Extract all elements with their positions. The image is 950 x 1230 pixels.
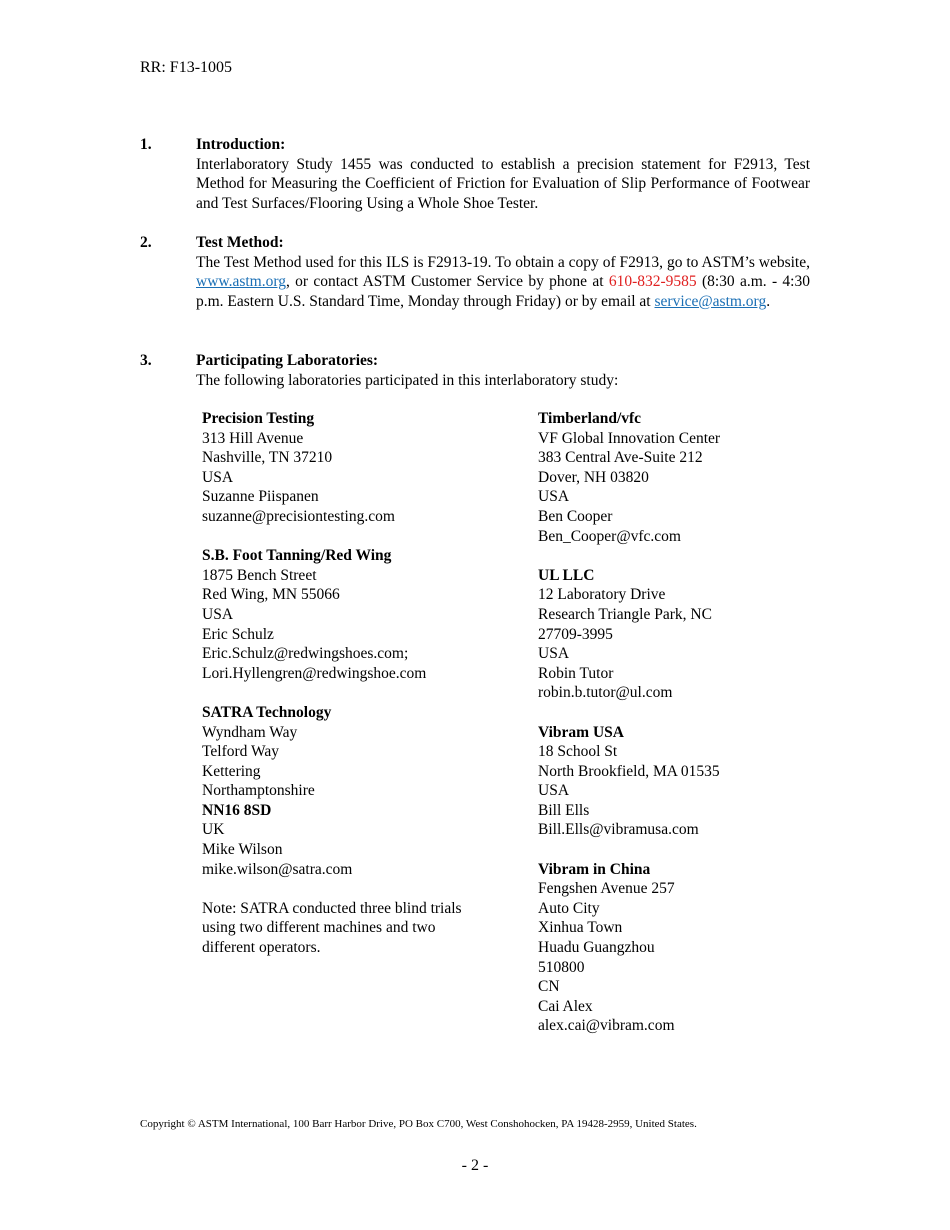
lab-contact-email: Ben_Cooper@vfc.com xyxy=(538,527,681,545)
lab-address-line: 1875 Bench Street xyxy=(202,566,317,584)
lab-contact-name: Bill Ells xyxy=(538,801,590,819)
lab-address-line: 313 Hill Avenue xyxy=(202,429,304,447)
section-title: Introduction: xyxy=(196,136,286,153)
text-part: (8:30 a.m. - 4:30 p.m. Eastern U.S. Standard Time, Monday through Friday) or by email at xyxy=(196,273,810,310)
lab-entry xyxy=(538,723,838,841)
lab-contact-name: Robin Tutor xyxy=(538,664,614,682)
copyright-footer: Copyright © ASTM International, 100 Barr Harbor Drive, PO Box C700, West Conshohocken, PA 19428-2959, United States. xyxy=(140,1118,697,1130)
lab-address-line: Xinhua Town xyxy=(538,919,623,937)
lab-address-line: 12 Laboratory Drive xyxy=(538,586,666,604)
lab-contact-email: alex.cai@vibram.com xyxy=(538,1017,675,1035)
lab-contact-email: Bill.Ells@vibramusa.com xyxy=(538,821,699,839)
astm-website-link[interactable]: www.astm.org xyxy=(196,273,286,291)
lab-entry xyxy=(202,703,522,879)
lab-address-line: VF Global Innovation Center xyxy=(538,429,721,447)
lab-country: USA xyxy=(538,782,570,800)
lab-entry xyxy=(538,409,838,546)
lab-entry xyxy=(202,546,522,683)
lab-address-line: Fengshen Avenue 257 xyxy=(538,880,675,898)
text-part: . xyxy=(766,292,771,310)
lab-address-line: Telford Way xyxy=(202,743,280,761)
lab-postcode: 510800 xyxy=(538,958,585,976)
lab-name: Timberland/vfc xyxy=(538,410,642,427)
lab-address-line: Kettering xyxy=(202,762,261,780)
lab-contact-name: Ben Cooper xyxy=(538,507,613,525)
section-introduction xyxy=(140,135,810,213)
lab-address-line: Northamptonshire xyxy=(202,782,315,800)
lab-address-line: Auto City xyxy=(538,899,600,917)
section-participating-laboratories xyxy=(140,351,810,390)
lab-address-line: North Brookfield, MA 01535 xyxy=(538,762,720,780)
lab-name: SATRA Technology xyxy=(202,703,332,721)
lab-contact-name: Suzanne Piispanen xyxy=(202,488,319,506)
lab-entry xyxy=(538,566,838,703)
section-number: 1. xyxy=(140,136,152,153)
lab-name: Vibram in China xyxy=(538,860,651,878)
lab-name: Precision Testing xyxy=(202,410,315,427)
lab-address-line: 383 Central Ave-Suite 212 xyxy=(538,449,703,467)
lab-contact-email: robin.b.tutor@ul.com xyxy=(538,684,673,702)
lab-address-line: 27709-3995 xyxy=(538,625,613,643)
lab-country: USA xyxy=(202,468,234,486)
section-test-method xyxy=(140,233,810,311)
page-number: - 2 - xyxy=(461,1157,489,1174)
section-title: Participating Laboratories: xyxy=(196,352,379,369)
section-text: The following laboratories participated in this interlaboratory study: xyxy=(196,371,619,389)
lab-country: CN xyxy=(538,978,560,996)
lab-address-line: Dover, NH 03820 xyxy=(538,468,649,486)
lab-country: USA xyxy=(538,645,570,663)
lab-address-line: 18 School St xyxy=(538,743,618,761)
text-part: , or contact ASTM Customer Service by phone at xyxy=(285,273,609,291)
lab-contact-name: Eric Schulz xyxy=(202,625,274,643)
lab-postcode: NN16 8SD xyxy=(202,801,272,819)
section-number: 2. xyxy=(140,234,152,251)
lab-address-line: Wyndham Way xyxy=(202,723,298,741)
lab-address-line: Red Wing, MN 55066 xyxy=(202,586,340,604)
lab-entry xyxy=(538,860,838,1036)
section-title: Test Method: xyxy=(196,234,284,251)
phone-number: 610-832-9585 xyxy=(608,273,697,291)
text-part: The Test Method used for this ILS is F2913-19. To obtain a copy of F2913, go to ASTM’s website, xyxy=(196,253,810,271)
lab-name: S.B. Foot Tanning/Red Wing xyxy=(202,547,392,565)
lab-country: USA xyxy=(202,605,234,623)
lab-contact-email: mike.wilson@satra.com xyxy=(202,860,353,878)
lab-name: Vibram USA xyxy=(538,723,624,741)
lab-contact-name: Mike Wilson xyxy=(202,841,283,859)
lab-country: USA xyxy=(538,488,570,506)
section-text: Interlaboratory Study 1455 was conducted to establish a precision statement for F2913, Test Method for Measuring the Coefficient of Friction for Evaluation of Slip Performance of Footwear and Test Surfaces/Flooring Using a Whole Shoe Tester. xyxy=(196,155,810,212)
service-email-link[interactable]: service@astm.org xyxy=(654,292,767,310)
lab-contact-email: Lori.Hyllengren@redwingshoe.com xyxy=(202,664,427,682)
lab-column-left xyxy=(202,409,522,958)
report-id: RR: F13-1005 xyxy=(140,59,233,76)
lab-contact-email: suzanne@precisiontesting.com xyxy=(202,507,395,525)
section-text xyxy=(196,253,810,312)
lab-address-line: Nashville, TN 37210 xyxy=(202,449,333,467)
lab-address-line: Huadu Guangzhou xyxy=(538,939,655,957)
lab-country: UK xyxy=(202,821,225,839)
lab-column-right xyxy=(538,409,838,1056)
lab-address-line: Research Triangle Park, NC xyxy=(538,605,712,623)
section-number: 3. xyxy=(140,352,152,369)
lab-entry xyxy=(202,409,522,527)
lab-name: UL LLC xyxy=(538,566,595,584)
satra-note: Note: SATRA conducted three blind trials using two different machines and two different operators. xyxy=(202,899,462,957)
lab-contact-email: Eric.Schulz@redwingshoes.com; xyxy=(202,645,409,663)
lab-contact-name: Cai Alex xyxy=(538,997,593,1015)
